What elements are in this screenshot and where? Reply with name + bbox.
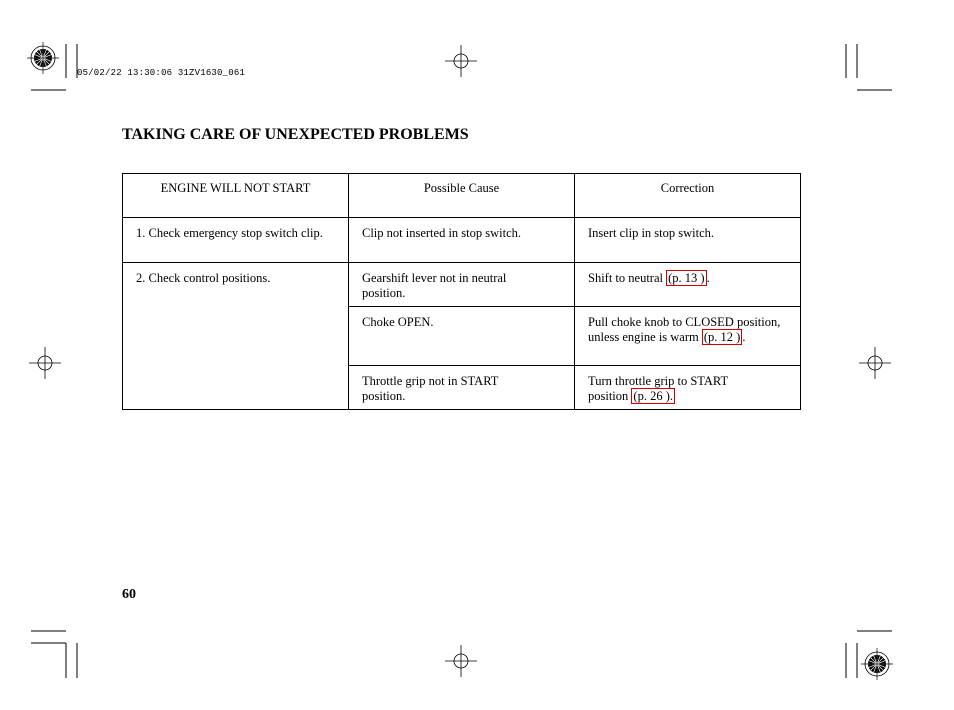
header-correction: Correction xyxy=(660,181,715,195)
check-stop-switch: 1. Check emergency stop switch clip. xyxy=(136,226,323,240)
page-title: TAKING CARE OF UNEXPECTED PROBLEMS xyxy=(122,126,469,143)
starburst-mark-bottom-right xyxy=(861,648,893,680)
registration-mark-top xyxy=(445,45,477,77)
registration-mark-right xyxy=(859,347,891,379)
registration-mark-bottom xyxy=(445,645,477,677)
check-control-positions: 2. Check control positions. xyxy=(136,271,271,285)
cause-gearshift: Gearshift lever not in neutral position. xyxy=(362,271,507,300)
correction-insert-clip: Insert clip in stop switch. xyxy=(588,226,715,240)
starburst-mark-top-left xyxy=(27,42,59,74)
header-engine-will-not-start: ENGINE WILL NOT START xyxy=(160,181,311,195)
correction-pull-choke: Pull choke knob to CLOSED position, unless engine is warm (p. 12 ) . xyxy=(588,315,781,344)
print-stamp: 05/02/22 13:30:06 31ZV1630_061 xyxy=(77,68,246,78)
registration-mark-left xyxy=(29,347,61,379)
page-ref-link-13[interactable]: (p. 13 ) xyxy=(668,271,705,285)
page-ref-link-26[interactable]: (p. 26 ). xyxy=(633,388,673,403)
page-number: 60 xyxy=(122,587,136,602)
cause-choke-open: Choke OPEN. xyxy=(362,315,434,329)
correction-turn-throttle: Turn throttle grip to START position (p. 26 ). xyxy=(588,374,728,403)
cause-clip-not-inserted: Clip not inserted in stop switch. xyxy=(362,226,522,240)
correction-shift-neutral: Shift to neutral (p. 13 ) . xyxy=(588,271,710,285)
cause-throttle-grip: Throttle grip not in START position. xyxy=(362,374,499,403)
page-ref-link-12[interactable]: (p. 12 ) xyxy=(703,329,741,344)
header-possible-cause: Possible Cause xyxy=(423,181,500,195)
